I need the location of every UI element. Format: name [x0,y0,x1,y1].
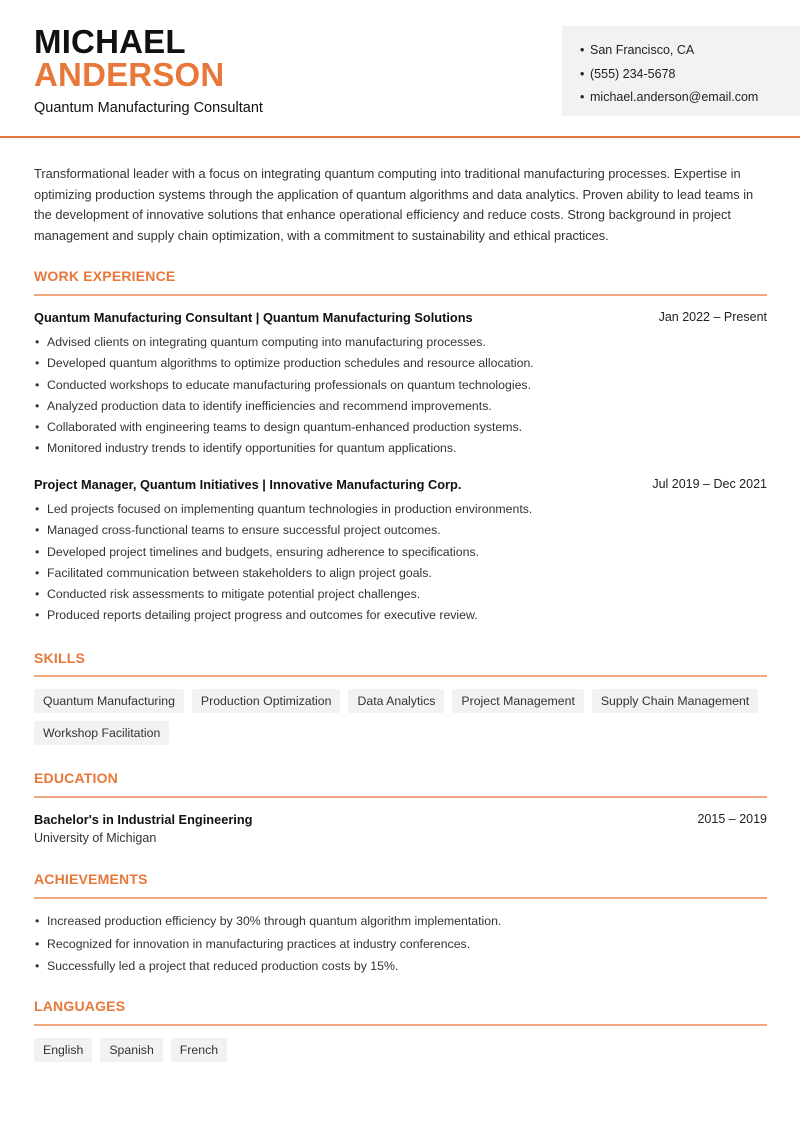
language-tag: French [171,1038,227,1062]
first-name: MICHAEL [34,23,186,60]
list-item: • Advised clients on integrating quantum computing into manufacturing processes. [34,332,767,353]
summary-paragraph: Transformational leader with a focus on integrating quantum computing into traditional manufacturing processes. Expertise in optimizing production systems through the application of quantum algorithms and data analytics. Proven ability to lead teams in the development of innovative solutions that enhance operational efficiency and reduce costs. Strong background in project management and supply chain optimization, with a commitment to sustainability and ethical practices. [34,166,754,244]
resume-header [0,0,800,138]
list-item: • Developed quantum algorithms to optimize production schedules and resource allocation. [34,353,767,374]
language-tag: Spanish [100,1038,162,1062]
skill-tag: Project Management [452,689,583,713]
list-item: • Produced reports detailing project progress and outcomes for executive review. [34,605,767,626]
job-role: Project Manager, Quantum Initiatives | Innovative Manufacturing Corp. [34,477,462,492]
contact-panel [562,26,800,116]
contact-location: • San Francisco, CA [580,39,800,63]
achievements-heading: ACHIEVEMENTS [34,871,148,887]
section-divider [34,1024,767,1026]
job-dates: Jul 2019 – Dec 2021 [652,477,767,491]
section-divider [34,897,767,899]
list-item: • Managed cross-functional teams to ensure successful project outcomes. [34,520,767,541]
job-bullets [34,332,767,460]
skills-heading: SKILLS [34,650,85,666]
education-heading: EDUCATION [34,770,118,786]
job-entry-header [34,310,767,325]
languages-list [34,1038,774,1062]
work-experience-heading: WORK EXPERIENCE [34,268,176,284]
skill-tag: Data Analytics [348,689,444,713]
job-entry-header [34,477,767,492]
list-item: • Conducted workshops to educate manufacturing professionals on quantum technologies. [34,375,767,396]
skill-tag: Quantum Manufacturing [34,689,184,713]
section-divider [34,796,767,798]
list-item: • Developed project timelines and budgets, ensuring adherence to specifications. [34,542,767,563]
list-item: • Analyzed production data to identify inefficiencies and recommend improvements. [34,396,767,417]
job-title: Quantum Manufacturing Consultant [34,100,263,116]
list-item: • Conducted risk assessments to mitigate potential project challenges. [34,584,767,605]
job-dates: Jan 2022 – Present [658,310,767,324]
achievements-list [34,910,767,978]
contact-email: • michael.anderson@email.com [580,86,800,110]
language-tag: English [34,1038,92,1062]
skill-tag: Production Optimization [192,689,341,713]
list-item: • Led projects focused on implementing quantum technologies in production environments. [34,499,767,520]
job-role: Quantum Manufacturing Consultant | Quantum Manufacturing Solutions [34,310,473,325]
list-item: • Successfully led a project that reduced production costs by 15%. [34,955,767,978]
education-school: University of Michigan [34,831,157,845]
education-dates: 2015 – 2019 [697,812,767,826]
skill-tag: Workshop Facilitation [34,721,169,745]
section-divider [34,675,767,677]
section-divider [34,294,767,296]
list-item: • Collaborated with engineering teams to design quantum-enhanced production systems. [34,417,767,438]
last-name: ANDERSON [34,56,225,93]
skill-tag: Supply Chain Management [592,689,758,713]
list-item: • Recognized for innovation in manufacturing practices at industry conferences. [34,933,767,956]
list-item: • Facilitated communication between stakeholders to align project goals. [34,563,767,584]
skills-list [34,689,774,745]
education-degree: Bachelor's in Industrial Engineering [34,812,253,827]
job-bullets [34,499,767,627]
list-item: • Monitored industry trends to identify opportunities for quantum applications. [34,438,767,459]
list-item: • Increased production efficiency by 30% through quantum algorithm implementation. [34,910,767,933]
languages-heading: LANGUAGES [34,998,126,1014]
contact-phone: • (555) 234-5678 [580,63,800,87]
